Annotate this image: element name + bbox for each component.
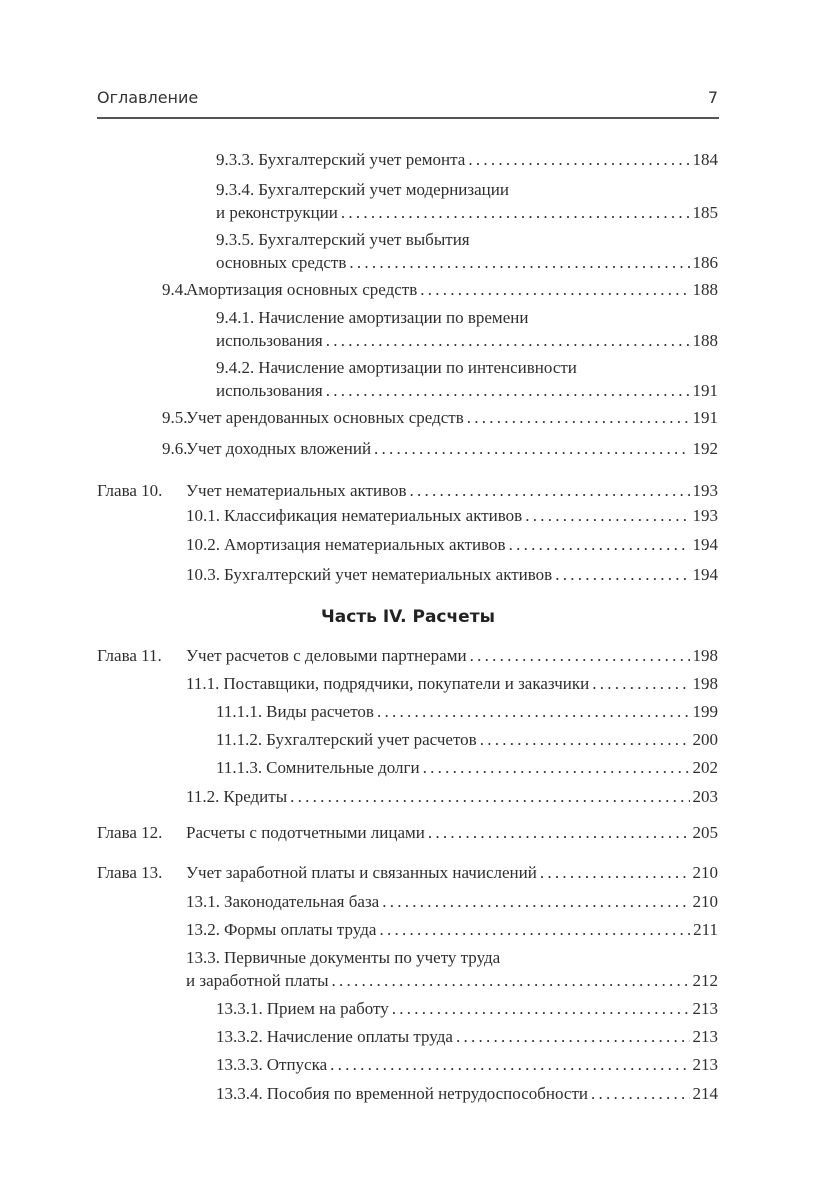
toc-entry-continuation[interactable] [216,202,718,224]
entry-title: Классификация нематериальных активов [224,506,523,525]
entry-number: 9.4.2. [216,358,255,377]
entry-title: Начисление амортизации по интенсивности [258,358,577,377]
entry-title-continued: и заработной платы [186,971,329,990]
entry-page-number: 184 [692,150,718,169]
toc-entry-continuation[interactable] [216,380,718,402]
entry-title: Бухгалтерский учет расчетов [266,730,477,749]
toc-entry[interactable] [216,998,718,1020]
entry-page-number: 194 [692,565,718,584]
entry-title: Бухгалтерский учет ремонта [258,150,466,169]
entry-page-number: 198 [692,646,718,665]
entry-page-number: 191 [692,381,718,400]
entry-title-continued: основных средств [216,253,347,272]
entry-page-number: 199 [692,702,718,721]
entry-page-number: 213 [692,1055,718,1074]
dot-leader [326,380,690,402]
entry-title: Бухгалтерский учет выбытия [258,230,470,249]
entry-number: 11.2. [186,787,220,806]
toc-entry[interactable] [186,919,718,941]
entry-number: 11.1. [186,674,220,693]
page-number: 7 [707,88,718,107]
dot-leader [555,564,689,586]
dot-leader [480,729,690,751]
dot-leader [326,330,690,352]
entry-title: Учет нематериальных активов [186,481,407,500]
entry-title: Первичные документы по учету труда [224,948,501,967]
toc-entry[interactable] [216,229,470,251]
dot-leader [392,998,690,1020]
entry-number: 9.3.5. [216,230,255,249]
entry-number: 11.1.2. [216,730,263,749]
toc-entry[interactable] [216,1054,718,1076]
entry-page-number: 200 [692,730,718,749]
entry-number: 13.2. [186,920,220,939]
entry-page-number: 212 [692,971,718,990]
toc-entry[interactable] [186,891,718,913]
entry-number: 9.5. [162,408,188,427]
entry-title: Виды расчетов [266,702,374,721]
dot-leader [374,438,689,460]
entry-page-number: 213 [692,999,718,1018]
entry-title: Законодательная база [224,892,380,911]
dot-leader [456,1026,690,1048]
entry-page-number: 205 [692,823,718,842]
toc-entry-continuation[interactable] [216,330,718,352]
toc-entry[interactable] [216,179,509,201]
dot-leader [592,673,689,695]
part-heading: Часть IV. Расчеты [321,607,495,627]
dot-leader [330,1054,689,1076]
dot-leader [428,822,690,844]
running-header-title: Оглавление [97,88,199,107]
entry-number: 11.1.3. [216,758,263,777]
header-rule [97,117,719,119]
dot-leader [591,1083,690,1105]
entry-page-number: 210 [692,892,718,911]
toc-entry[interactable] [186,673,718,695]
entry-number: 10.3. [186,565,220,584]
entry-title-continued: и реконструкции [216,203,338,222]
entry-title-continued: использования [216,331,323,350]
entry-page-number: 193 [692,506,718,525]
toc-entry-continuation[interactable] [216,252,718,274]
entry-title: Бухгалтерский учет нематериальных активов [224,565,553,584]
entry-number: 13.3. [186,948,220,967]
entry-page-number: 214 [692,1084,718,1103]
entry-title: Бухгалтерский учет модернизации [258,180,509,199]
entry-page-number: 203 [692,787,718,806]
entry-page-number: 213 [692,1027,718,1046]
entry-title: Амортизация основных средств [186,280,418,299]
entry-number: 9.4.1. [216,308,255,327]
toc-entry[interactable] [216,149,718,171]
toc-entry[interactable] [162,438,718,460]
entry-title: Учет арендованных основных средств [186,408,464,427]
entry-title: Расчеты с подотчетными лицами [186,823,425,842]
entry-title: Учет расчетов с деловыми партнерами [186,646,467,665]
entry-page-number: 192 [692,439,718,458]
entry-number: 13.3.3. [216,1055,263,1074]
toc-entry[interactable] [216,1026,718,1048]
toc-entry-continuation[interactable] [186,970,718,992]
entry-title: Начисление амортизации по времени [258,308,529,327]
dot-leader [332,970,690,992]
toc-entry[interactable] [162,407,718,429]
toc-entry[interactable] [216,757,718,779]
entry-title: Сомнительные долги [266,758,420,777]
entry-number: 11.1.1. [216,702,263,721]
entry-title: Начисление оплаты труда [266,1027,453,1046]
toc-entry[interactable] [97,645,718,667]
dot-leader [423,757,690,779]
entry-number: Глава 10. [97,481,163,500]
dot-leader [540,862,690,884]
toc-entry[interactable] [162,279,718,301]
entry-title: Отпуска [266,1055,328,1074]
entry-number: 10.1. [186,506,220,525]
entry-title: Учет доходных вложений [186,439,372,458]
toc-entry[interactable] [186,947,500,969]
entry-number: 13.1. [186,892,220,911]
entry-title: Кредиты [223,787,288,806]
entry-number: Глава 11. [97,646,162,665]
dot-leader [468,149,689,171]
toc-entry[interactable] [97,822,718,844]
entry-number: 10.2. [186,535,220,554]
entry-title: Поставщики, подрядчики, покупатели и заказчики [223,674,590,693]
entry-number: 13.3.2. [216,1027,263,1046]
entry-title: Амортизация нематериальных активов [224,535,506,554]
toc-entry[interactable] [216,701,718,723]
toc-entry[interactable] [216,307,528,329]
dot-leader [349,252,689,274]
dot-leader [467,407,690,429]
entry-page-number: 188 [692,331,718,350]
entry-title-continued: использования [216,381,323,400]
entry-page-number: 198 [692,674,718,693]
toc-entry[interactable] [216,729,718,751]
dot-leader [290,786,689,808]
toc-entry[interactable] [186,564,718,586]
entry-page-number: 193 [692,481,718,500]
dot-leader [525,505,689,527]
entry-page-number: 210 [692,863,718,882]
toc-entry[interactable] [216,357,577,379]
dot-leader [379,919,690,941]
entry-title: Учет заработной платы и связанных начислений [186,863,537,882]
entry-title: Пособия по временной нетрудоспособности [266,1084,588,1103]
entry-page-number: 191 [692,408,718,427]
dot-leader [377,701,690,723]
entry-page-number: 186 [692,253,718,272]
dot-leader [509,534,690,556]
entry-title: Формы оплаты труда [224,920,377,939]
entry-number: Глава 12. [97,823,163,842]
toc-entry[interactable] [186,534,718,556]
toc-entry[interactable] [216,1083,718,1105]
entry-page-number: 211 [693,920,718,939]
entry-number: 9.6. [162,439,188,458]
entry-page-number: 194 [692,535,718,554]
entry-number: 13.3.1. [216,999,263,1018]
entry-number: 9.3.4. [216,180,255,199]
entry-number: 9.4. [162,280,188,299]
entry-number: 13.3.4. [216,1084,263,1103]
entry-page-number: 185 [692,203,718,222]
toc-entry[interactable] [186,505,718,527]
entry-title: Прием на работу [266,999,389,1018]
toc-entry[interactable] [97,862,718,884]
entry-page-number: 202 [692,758,718,777]
toc-entry[interactable] [186,786,718,808]
toc-entry[interactable] [97,480,718,502]
entry-page-number: 188 [692,280,718,299]
dot-leader [410,480,690,502]
entry-number: 9.3.3. [216,150,255,169]
dot-leader [382,891,689,913]
dot-leader [470,645,690,667]
entry-number: Глава 13. [97,863,163,882]
dot-leader [341,202,690,224]
dot-leader [420,279,689,301]
